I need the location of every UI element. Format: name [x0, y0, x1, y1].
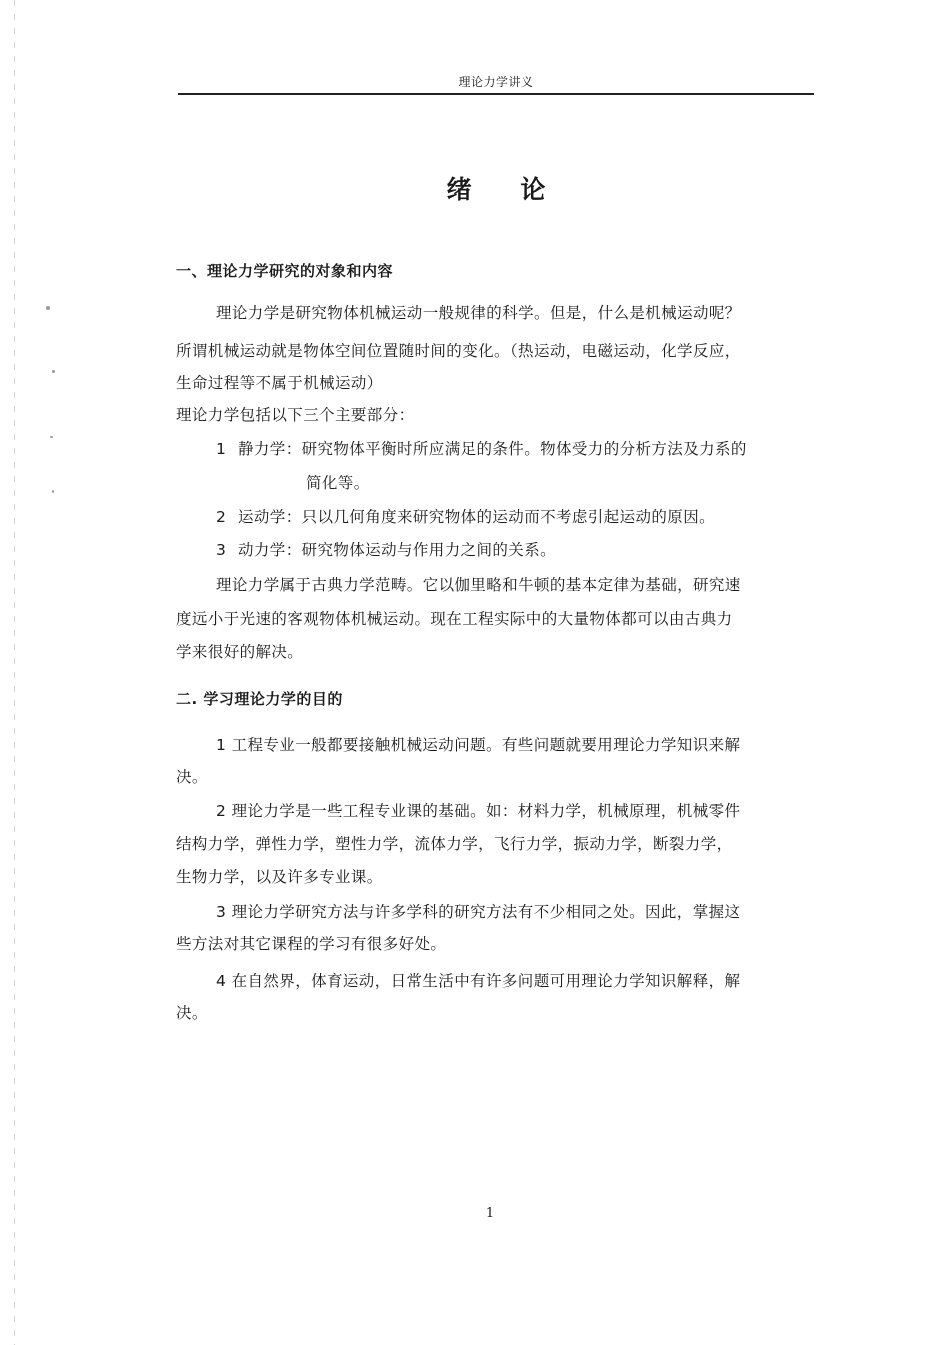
header-rule [178, 93, 814, 95]
list-number: 2 [216, 508, 227, 526]
section2-p3-line1: 3 理论力学研究方法与许多学科的研究方法有不少相同之处。因此，掌握这 [216, 903, 741, 921]
scan-speck [46, 306, 50, 310]
scan-speck [52, 490, 54, 493]
section2-p4-line1: 4 在自然界，体育运动，日常生活中有许多问题可用理论力学知识解释，解 [216, 972, 741, 990]
section2-p1-line2: 决。 [176, 768, 208, 786]
section1-para2-line1: 理论力学属于古典力学范畴。它以伽里略和牛顿的基本定律为基础，研究速 [216, 576, 741, 594]
list-text: 动力学：研究物体运动与作用力之间的关系。 [238, 541, 557, 559]
section2-p2-line1: 2 理论力学是一些工程专业课的基础。如：材料力学，机械原理，机械零件 [216, 802, 741, 820]
section1-intro: 理论力学包括以下三个主要部分： [176, 406, 415, 424]
list-item-dynamics [216, 535, 812, 567]
list-number: 3 [216, 541, 227, 559]
section-heading-2: 二. 学习理论力学的目的 [176, 690, 343, 708]
section2-p2-line3: 生物力学，以及许多专业课。 [176, 868, 383, 886]
scan-edge-marks [14, 0, 15, 1345]
list-text: 运动学：只以几何角度来研究物体的运动而不考虑引起运动的原因。 [238, 508, 716, 526]
list-item-statics [216, 434, 812, 466]
section1-para1-line3: 生命过程等不属于机械运动） [176, 374, 383, 392]
section1-para1-line1: 理论力学是研究物体机械运动一般规律的科学。但是，什么是机械运动呢？ [216, 304, 741, 322]
running-header: 理论力学讲义 [458, 75, 534, 89]
list-number: 1 [216, 440, 227, 458]
section2-p1-line1: 1 工程专业一般都要接触机械运动问题。有些问题就要用理论力学知识来解 [216, 736, 741, 754]
section1-para1-line2: 所谓机械运动就是物体空间位置随时间的变化。（热运动，电磁运动，化学反应， [176, 342, 741, 360]
section1-para2-line2: 度远小于光速的客观物体机械运动。现在工程实际中的大量物体都可以由古典力 [176, 610, 733, 628]
page-number: 1 [485, 1206, 495, 1221]
section2-p2-line2: 结构力学，弹性力学，塑性力学，流体力学，飞行力学，振动力学，断裂力学， [176, 835, 733, 853]
list-item-kinematics [216, 502, 812, 534]
list-item-statics-continuation: 简化等。 [306, 474, 370, 492]
section2-p3-line2: 些方法对其它课程的学习有很多好处。 [176, 935, 447, 953]
section1-para2-line3: 学来很好的解决。 [176, 643, 304, 661]
scan-speck [50, 436, 53, 438]
chapter-title: 绪 论 [446, 175, 566, 204]
section-heading-1: 一、理论力学研究的对象和内容 [176, 262, 394, 280]
list-text: 静力学：研究物体平衡时所应满足的条件。物体受力的分析方法及力系的 [238, 440, 747, 458]
scan-speck [52, 370, 55, 373]
section2-p4-line2: 决。 [176, 1004, 208, 1022]
